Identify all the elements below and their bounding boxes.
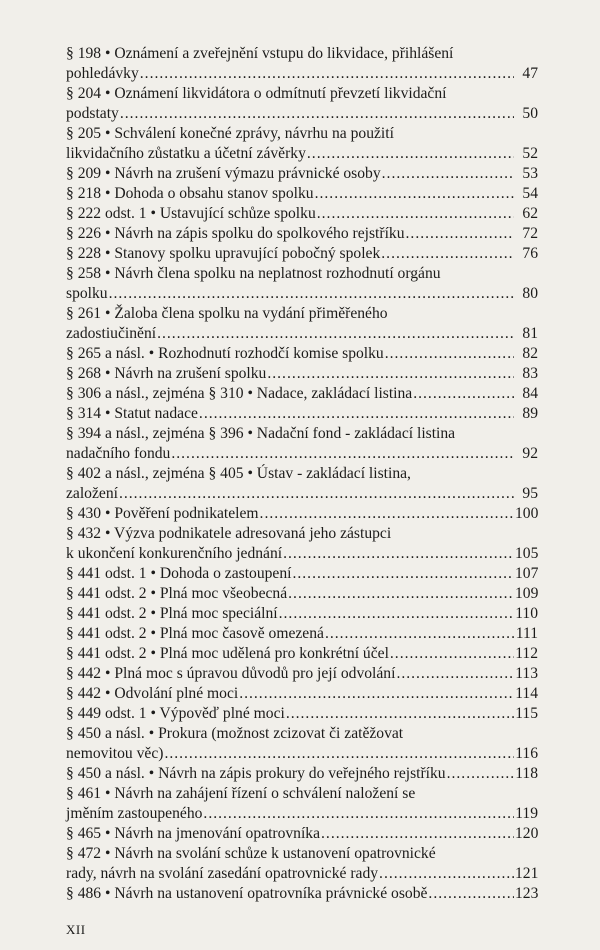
toc-entry-line <box>66 164 538 184</box>
toc-entry <box>66 304 538 344</box>
toc-entry-line <box>66 224 538 244</box>
toc-entry-text: § 450 a násl. • Prokura (možnost zcizovat či zatěžovat <box>66 725 404 742</box>
toc-entry <box>66 884 538 904</box>
dot-leader <box>325 624 514 644</box>
toc-entry-line <box>66 344 538 364</box>
toc-entry-text: § 204 • Oznámení likvidátora o odmítnutí převzetí likvidační <box>66 85 447 102</box>
toc-entry-line <box>66 384 538 404</box>
toc-page-number: 80 <box>522 285 538 302</box>
toc-page-number: 84 <box>522 385 538 402</box>
dot-leader <box>164 744 514 764</box>
toc-entry-line <box>66 64 538 84</box>
dot-leader <box>109 284 514 304</box>
toc-entry <box>66 584 538 604</box>
toc-entry <box>66 824 538 844</box>
toc-entry-line <box>66 664 538 684</box>
toc-page-number: 113 <box>515 665 538 682</box>
page-number: XII <box>66 922 86 937</box>
toc-entry-line <box>66 84 538 104</box>
toc-entry-text: § 402 a násl., zejména § 405 • Ústav - zakládací listina, <box>66 465 411 482</box>
toc-entry <box>66 44 538 84</box>
dot-leader <box>203 804 514 824</box>
toc-entry-line <box>66 304 538 324</box>
toc-entry-text: § 442 • Plná moc s úpravou důvodů pro její odvolání <box>66 665 396 682</box>
toc-entry <box>66 564 538 584</box>
toc-entry-text: § 465 • Návrh na jmenování opatrovníka <box>66 825 321 842</box>
toc-entry-line <box>66 524 538 544</box>
toc-entry-text: podstaty <box>66 105 119 122</box>
toc-entry <box>66 644 538 664</box>
toc-entry <box>66 664 538 684</box>
toc-page-number: 116 <box>515 745 538 762</box>
toc-entry-text: rady, návrh na svolání zasedání opatrovnické rady <box>66 865 379 882</box>
dot-leader <box>381 244 514 264</box>
toc-entry-line <box>66 44 538 64</box>
toc-entry-text: § 441 odst. 2 • Plná moc všeobecná <box>66 585 288 602</box>
toc-entry-text: § 218 • Dohoda o obsahu stanov spolku <box>66 185 314 202</box>
toc-entry-text: § 432 • Výzva podnikatele adresovaná jeho zástupci <box>66 525 392 542</box>
toc-entry-text: § 222 odst. 1 • Ustavující schůze spolku <box>66 205 316 222</box>
toc-entry-line <box>66 104 538 124</box>
toc-entry-text: § 430 • Pověření podnikatelem <box>66 505 259 522</box>
toc-entry-text: § 258 • Návrh člena spolku na neplatnost rozhodnutí orgánu <box>66 265 441 282</box>
toc-page-number: 89 <box>522 405 538 422</box>
toc-entry-line <box>66 584 538 604</box>
toc-page-number: 114 <box>515 685 538 702</box>
toc-entry-line <box>66 444 538 464</box>
toc-entry-text: nadačního fondu <box>66 445 171 462</box>
toc-entry-line <box>66 624 538 644</box>
toc-entry-text: § 394 a násl., zejména § 396 • Nadační fond - zakládací listina <box>66 425 456 442</box>
toc-entry <box>66 424 538 464</box>
dot-leader <box>239 684 514 704</box>
toc-page-number: 82 <box>522 345 538 362</box>
toc-entry-text: likvidačního zůstatku a účetní závěrky <box>66 145 306 162</box>
toc-entry-text: § 441 odst. 2 • Plná moc časově omezená <box>66 625 324 642</box>
dot-leader <box>385 344 514 364</box>
toc-entry <box>66 504 538 524</box>
toc-entry-line <box>66 844 538 864</box>
toc-entry-text: § 442 • Odvolání plné moci <box>66 685 239 702</box>
toc-page-number: 83 <box>522 365 538 382</box>
dot-leader <box>288 584 514 604</box>
toc-entry-line <box>66 604 538 624</box>
toc-page-number: 118 <box>515 765 538 782</box>
toc-entry <box>66 464 538 504</box>
dot-leader <box>307 144 514 164</box>
dot-leader <box>120 104 514 124</box>
toc-entry <box>66 724 538 764</box>
toc-entry-line <box>66 864 538 884</box>
toc-entry-text: spolku <box>66 285 108 302</box>
toc-entry <box>66 624 538 644</box>
toc-page-number: 53 <box>522 165 538 182</box>
toc-page-number: 92 <box>522 445 538 462</box>
toc-page-number: 112 <box>515 645 538 662</box>
toc-entry-text: zadostiučinění <box>66 325 157 342</box>
toc-entry-line <box>66 884 538 904</box>
toc-entry-line <box>66 724 538 744</box>
toc-entry-text: § 472 • Návrh na svolání schůze k ustanovení opatrovnické <box>66 845 436 862</box>
toc-entry <box>66 604 538 624</box>
toc-entry-line <box>66 264 538 284</box>
toc-entry-text: § 486 • Návrh na ustanovení opatrovníka právnické osobě <box>66 885 428 902</box>
toc-page-number: 111 <box>515 625 538 642</box>
toc-entry-text: jměním zastoupeného <box>66 805 203 822</box>
dot-leader <box>260 504 514 524</box>
toc-entry-line <box>66 144 538 164</box>
toc-entry-text: pohledávky <box>66 65 139 82</box>
dot-leader <box>279 604 514 624</box>
toc-page-number: 50 <box>522 105 538 122</box>
toc-entry-text: § 265 a násl. • Rozhodnutí rozhodčí komise spolku <box>66 345 384 362</box>
dot-leader <box>428 884 514 904</box>
toc-entry <box>66 244 538 264</box>
toc-entry-line <box>66 484 538 504</box>
toc-page-number: 76 <box>522 245 538 262</box>
toc-entry <box>66 784 538 824</box>
toc-page-number: 81 <box>522 325 538 342</box>
toc-entry-line <box>66 464 538 484</box>
toc-entry-line <box>66 404 538 424</box>
toc-entry-line <box>66 504 538 524</box>
toc-entry-line <box>66 204 538 224</box>
toc-entry-text: § 261 • Žaloba člena spolku na vydání přiměřeného <box>66 305 388 322</box>
toc-entry <box>66 764 538 784</box>
toc-entry-text: nemovitou věc) <box>66 745 164 762</box>
toc-entry <box>66 164 538 184</box>
dot-leader <box>283 544 514 564</box>
dot-leader <box>140 64 514 84</box>
toc-entry-line <box>66 644 538 664</box>
dot-leader <box>406 224 514 244</box>
toc-page-number: 110 <box>515 605 538 622</box>
dot-leader <box>379 864 514 884</box>
toc-entry-text: § 306 a násl., zejména § 310 • Nadace, zakládací listina <box>66 385 413 402</box>
toc-page-number: 121 <box>515 865 539 882</box>
toc-entry-text: § 198 • Oznámení a zveřejnění vstupu do likvidace, přihlášení <box>66 45 454 62</box>
toc-entry-line <box>66 684 538 704</box>
toc-entry-line <box>66 324 538 344</box>
toc-entry-text: § 441 odst. 1 • Dohoda o zastoupení <box>66 565 292 582</box>
toc-entry <box>66 344 538 364</box>
toc-entry-text: § 461 • Návrh na zahájení řízení o schválení naložení se <box>66 785 416 802</box>
dot-leader <box>171 444 514 464</box>
toc-entry-text: § 268 • Návrh na zrušení spolku <box>66 365 267 382</box>
toc-entry-line <box>66 424 538 444</box>
dot-leader <box>321 824 514 844</box>
toc-entry <box>66 204 538 224</box>
table-of-contents <box>66 44 538 904</box>
toc-entry <box>66 224 538 244</box>
toc-page-number: 119 <box>515 805 538 822</box>
toc-entry <box>66 704 538 724</box>
toc-entry <box>66 184 538 204</box>
toc-entry-line <box>66 284 538 304</box>
toc-page-number: 54 <box>522 185 538 202</box>
dot-leader <box>292 564 514 584</box>
dot-leader <box>447 764 514 784</box>
toc-page-number: 47 <box>522 65 538 82</box>
toc-entry-text: § 205 • Schválení konečné zprávy, návrhu na použití <box>66 125 394 142</box>
toc-page-number: 52 <box>522 145 538 162</box>
toc-page-number: 120 <box>515 825 539 842</box>
dot-leader <box>317 204 514 224</box>
toc-entry <box>66 684 538 704</box>
toc-entry-line <box>66 804 538 824</box>
dot-leader <box>267 364 514 384</box>
toc-entry-line <box>66 764 538 784</box>
dot-leader <box>315 184 514 204</box>
toc-entry-line <box>66 744 538 764</box>
toc-entry-text: založení <box>66 485 118 502</box>
dot-leader <box>157 324 514 344</box>
toc-entry-line <box>66 364 538 384</box>
dot-leader <box>199 404 514 424</box>
dot-leader <box>382 164 514 184</box>
toc-entry-text: § 450 a násl. • Návrh na zápis prokury do veřejného rejstříku <box>66 765 446 782</box>
toc-page-number: 123 <box>515 885 539 902</box>
toc-entry-text: § 314 • Statut nadace <box>66 405 198 422</box>
toc-entry-line <box>66 564 538 584</box>
dot-leader <box>396 664 514 684</box>
toc-entry-text: k ukončení konkurenčního jednání <box>66 545 283 562</box>
toc-page-number: 105 <box>515 545 539 562</box>
toc-entry <box>66 384 538 404</box>
toc-page-number: 62 <box>522 205 538 222</box>
toc-page-number: 115 <box>515 705 538 722</box>
toc-entry-text: § 441 odst. 2 • Plná moc speciální <box>66 605 278 622</box>
toc-entry <box>66 844 538 884</box>
toc-page-number: 95 <box>522 485 538 502</box>
toc-entry-line <box>66 704 538 724</box>
toc-page-number: 100 <box>515 505 539 522</box>
toc-entry-text: § 228 • Stanovy spolku upravující pobočný spolek <box>66 245 381 262</box>
toc-entry <box>66 84 538 124</box>
toc-entry <box>66 264 538 304</box>
toc-entry-text: § 209 • Návrh na zrušení výmazu právnické osoby <box>66 165 381 182</box>
toc-entry <box>66 124 538 164</box>
toc-entry-line <box>66 124 538 144</box>
toc-entry-text: § 441 odst. 2 • Plná moc udělená pro konkrétní účel <box>66 645 389 662</box>
toc-page-number: 109 <box>515 585 539 602</box>
dot-leader <box>119 484 514 504</box>
dot-leader <box>390 644 514 664</box>
toc-entry-text: § 449 odst. 1 • Výpověď plné moci <box>66 705 285 722</box>
toc-entry-line <box>66 824 538 844</box>
toc-page-number: 72 <box>522 225 538 242</box>
toc-entry <box>66 364 538 384</box>
toc-entry <box>66 404 538 424</box>
toc-page-number: 107 <box>515 565 539 582</box>
dot-leader <box>286 704 514 724</box>
toc-entry-line <box>66 184 538 204</box>
dot-leader <box>413 384 514 404</box>
toc-entry-line <box>66 544 538 564</box>
toc-entry-line <box>66 244 538 264</box>
toc-entry-text: § 226 • Návrh na zápis spolku do spolkového rejstříku <box>66 225 405 242</box>
toc-entry-line <box>66 784 538 804</box>
toc-entry <box>66 524 538 564</box>
